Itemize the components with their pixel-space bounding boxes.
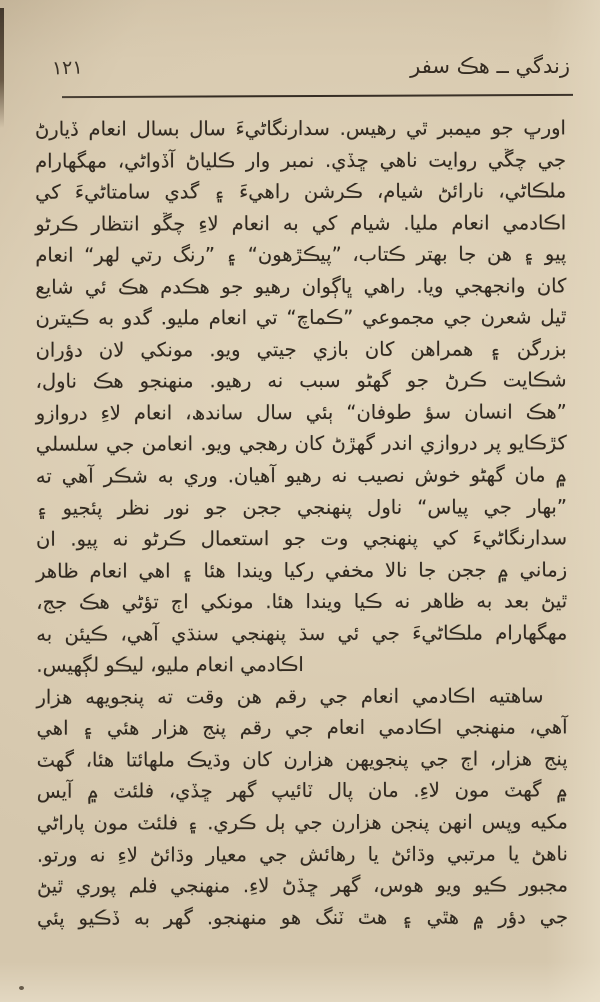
header-rule: [62, 94, 573, 98]
text-line: اڪادمي انعام مليا. شيام کي به انعام لاءِ چڱو انتظار ڪرڻو: [35, 210, 567, 236]
text-line: سدارنگاڻيءَ کي پنهنجي وت جو استعمال ڪرڻو نه پيو. ان: [36, 526, 568, 551]
text-line: کڙڪايو پر دروازي اندر گهڙڻ کان رهجي ويو. انعامن جي سلسلي: [35, 431, 567, 457]
body-text: [35, 112, 568, 934]
text-line: جي دؤر ۾ هٿي ۽ هٿ ٽنگ هو منهنجو. گهر به ڏڪيو پئي: [37, 904, 569, 930]
running-header-title: زندگي ــ هڪ سفر: [410, 54, 570, 78]
text-line: ساهتيه اڪادمي انعام جي رقم هن وقت ته پنجويهه هزار: [36, 684, 544, 709]
text-line: ٿيل شعرن جي مجموعي ”ڪماچ“ تي انعام مليو. گدو به ڪيترن: [35, 305, 567, 330]
text-line: اڪادمي انعام مليو، ليڪو لڳهيس.: [36, 653, 304, 677]
ink-speck: [19, 986, 24, 990]
text-line: پنج هزار، اڄ جي پنجويهن هزارن کان وڌيڪ ملهائتا هئا، گهٽ: [36, 747, 568, 772]
text-line: بزرگن ۽ همراهن کان بازي جيتي ويو. مونکي لان دؤران: [35, 337, 567, 362]
text-line: پيو ۽ هن جا بهتر ڪتاب، ”پيڪڙهون“ ۽ ”رنگ رتي لهر“ انعام: [35, 242, 567, 267]
scan-edge-shadow: [0, 8, 4, 128]
text-line: ۾ گهٽ مون لاءِ. مان پال ٽائيپ گهر ڇڏي، فلئٽ ۾ آيس: [36, 778, 568, 804]
text-line: شڪايت ڪرڻ جو گهڻو سبب نه رهيو. منهنجو هڪ ناول،: [35, 368, 567, 394]
text-line: آهي، منهنجي اڪادمي انعام جي رقم پنج هزار هئي ۽ اهي: [36, 715, 568, 741]
text-line: کان وانجھجي ويا. راهي ڀاڳوان رهيو جو هڪدم هڪ ئي شايع: [35, 274, 567, 299]
text-line: ”هڪ انسان سؤ طوفان“ ٻئي سال ساندھ، انعام لاءِ دروازو: [35, 400, 567, 425]
text-line: مکيه وپس انهن پنجن هزارن جي ٻل ڪري. ۽ فلئٽ مون پاراڻي: [36, 810, 568, 835]
text-line: مجبور ڪيو ويو هوس، گهر ڇڏڻ لاءِ. منهنجي فلم پوري ٿيڻ: [36, 873, 568, 898]
text-line: ناهڻ يا مرتبي وڌائڻ يا رهائش جي معيار وڌائڻ لاءِ نه ورتو.: [36, 841, 568, 867]
text-line: اورڀ جو ميمبر ٿي رهيس. سدارنگاڻيءَ سال بسال انعام ڏيارڻ: [34, 116, 566, 141]
text-line: ”بهار جي پياس“ ناول پنهنجي ججن جو نور نظر پئجيو ۽: [35, 494, 567, 520]
text-line: ۾ مان گهڻو خوش نصيب نه رهيو آهيان. وري به شڪر آهي ته: [35, 463, 567, 488]
text-line: ملڪاڻي، نارائڻ شيام، ڪرشن راهيءَ ۽ گدي سامتاڻيءَ کي: [35, 179, 567, 204]
page-number: ۱۲۱: [51, 56, 83, 80]
text-line: مهگهارام ملڪاڻيءَ جي ئي سڌ پنهنجي سنڌي آهي، ڪيئن به: [36, 621, 568, 646]
text-line: زماني ۾ ججن جا نالا مخفي رکيا ويندا هئا ۽ اهي انعام ظاهر: [36, 557, 568, 583]
text-line: جي چڱي روايت ناهي ڇڏي. نمبر وار ڪلياڻ آڏواڻي، مهگهارام: [35, 147, 567, 173]
text-line: ٿيڻ بعد به ظاهر نه ڪيا ويندا هئا. مونکي اڄ تؤڻي هڪ جج،: [36, 589, 568, 614]
